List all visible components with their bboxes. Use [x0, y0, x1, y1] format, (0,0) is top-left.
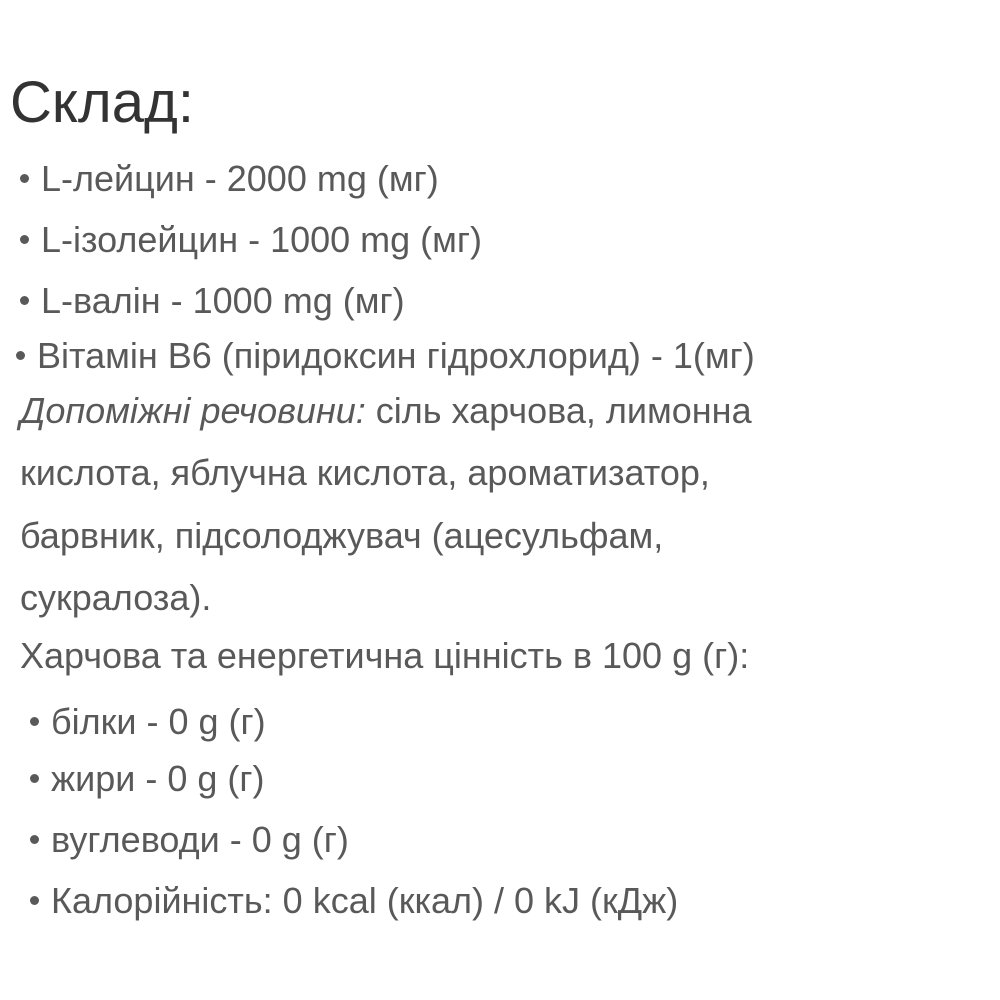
- ingredient-text: L-валін - 1000 mg (мг): [41, 280, 405, 321]
- bullet-icon: [20, 174, 29, 183]
- nutrition-text: вуглеводи - 0 g (г): [51, 819, 349, 860]
- nutrition-text: білки - 0 g (г): [51, 701, 266, 742]
- ingredient-item: [16, 334, 755, 378]
- nutrition-item: [30, 818, 349, 862]
- nutrition-item: [30, 757, 264, 801]
- bullet-icon: [30, 717, 39, 726]
- ingredient-text: L-лейцин - 2000 mg (мг): [41, 158, 439, 199]
- ingredient-item: [20, 218, 482, 262]
- nutrition-item: [30, 700, 266, 744]
- excipients-text: сіль харчова, лимонна: [365, 390, 752, 431]
- excipients-line: сукралоза).: [20, 577, 212, 618]
- bullet-icon: [30, 835, 39, 844]
- nutrition-text: Калорійність: 0 kcal (ккал) / 0 kJ (кДж): [51, 880, 679, 921]
- bullet-icon: [30, 774, 39, 783]
- ingredient-text: L-ізолейцин - 1000 mg (мг): [41, 219, 483, 260]
- nutrition-text: жири - 0 g (г): [51, 758, 265, 799]
- nutrition-item: [30, 879, 678, 923]
- bullet-icon: [20, 296, 29, 305]
- bullet-icon: [16, 351, 25, 360]
- ingredient-text: Вітамін В6 (піридоксин гідрохлорид) - 1(мг): [37, 335, 755, 376]
- excipients-line: кислота, яблучна кислота, ароматизатор,: [20, 452, 710, 493]
- ingredient-item: [20, 157, 439, 201]
- nutrition-heading: Харчова та енергетична цінність в 100 g (г):: [20, 635, 750, 676]
- bullet-icon: [30, 896, 39, 905]
- excipients-line: [20, 389, 752, 433]
- excipients-label: Допоміжні речовини:: [20, 390, 366, 431]
- composition-title: Склад:: [10, 70, 194, 135]
- ingredient-item: [20, 279, 405, 323]
- excipients-line: барвник, підсолоджувач (ацесульфам,: [20, 515, 664, 556]
- bullet-icon: [20, 235, 29, 244]
